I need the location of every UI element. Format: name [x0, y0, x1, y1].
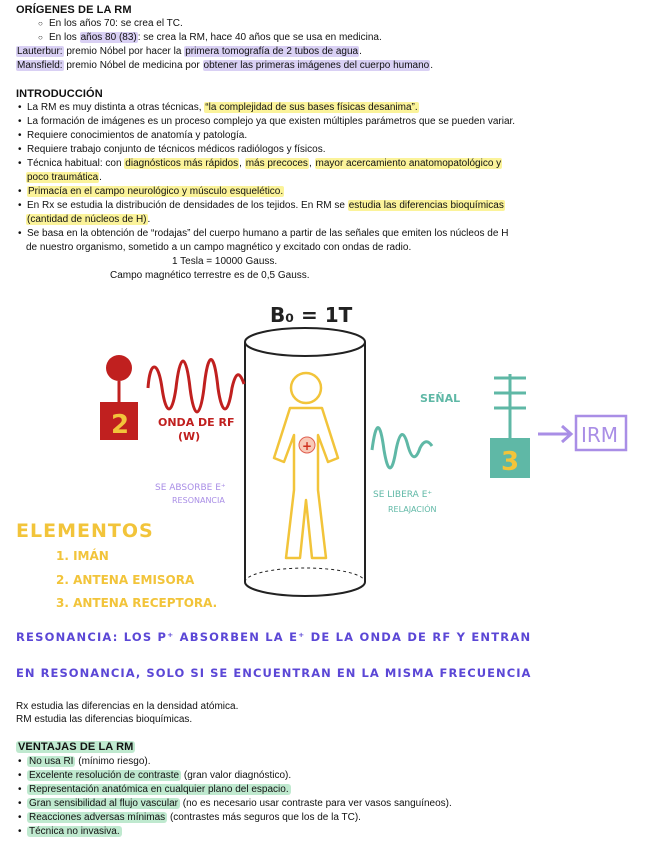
compare-rm: RM estudia las diferencias bioquímicas.	[16, 714, 193, 725]
origenes-line-3: Lauterbur: premio Nóbel por hacer la primera tomografía de 2 tubos de agua.	[17, 46, 362, 57]
proton-plus: +	[302, 439, 313, 453]
signal-wave-icon	[372, 428, 432, 469]
origenes-line-4: Mansfield: premio Nóbel de medicina por obtener las primeras imágenes del cuerpo humano.	[17, 60, 434, 71]
patient-figure	[274, 373, 338, 558]
intro-bullet-5: • Técnica habitual: con diagnósticos más rápidos, más precoces, mayor acercamiento anatomopatológico y	[18, 157, 502, 170]
intro-bullet-3: • Requiere conocimientos de anatomía y patología.	[18, 129, 247, 142]
intro-bullet-8-cont: de nuestro organismo, sometido a un campo magnético y excitado con ondas de radio.	[26, 242, 412, 253]
irm-label: IRM	[581, 423, 619, 447]
relaxation-label: RELAJACIÓN	[388, 505, 437, 514]
element-number-2: 2	[111, 410, 130, 440]
section-title-ventajas: VENTAJAS DE LA RM	[18, 741, 134, 753]
origenes-line-2: ○ En los años 80 (83): se crea la RM, hace 40 años que se usa en medicina.	[38, 31, 382, 44]
absorbs-label: SE ABSORBE E⁺	[155, 483, 226, 493]
compare-rx: Rx estudia las diferencias en la densidad atómica.	[16, 701, 239, 712]
magnet-cylinder	[245, 328, 365, 596]
intro-bullet-1: • La RM es muy distinta a otras técnicas, “la complejidad de sus bases físicas desanima”.	[18, 101, 419, 114]
origenes-line-1: ○ En los años 70: se crea el TC.	[38, 17, 183, 30]
arrow-right-icon	[538, 426, 571, 442]
resonancia-line-2: EN RESONANCIA, SOLO SI SE ENCUENTRAN EN LA MISMA FRECUENCIA	[16, 666, 532, 680]
ventaja-3: • Representación anatómica en cualquier plano del espacio.	[18, 783, 291, 796]
ventaja-1: • No usa RI (mínimo riesgo).	[18, 755, 150, 768]
section-title-origenes: ORÍGENES DE LA RM	[16, 4, 132, 16]
elementos-title: ELEMENTOS	[16, 520, 154, 542]
section-title-introduccion: INTRODUCCIÓN	[16, 88, 103, 100]
intro-bullet-2: • La formación de imágenes es un proceso complejo ya que existen múltiples parámetros que se pueden variar.	[18, 115, 515, 128]
resonancia-line-1: RESONANCIA: LOS P⁺ ABSORBEN LA E⁺ DE LA ONDA DE RF Y ENTRAN	[16, 630, 532, 644]
rf-wave-unit: (W)	[178, 430, 201, 443]
signal-label: SEÑAL	[420, 392, 461, 405]
intro-bullet-8: • Se basa en la obtención de “rodajas” del cuerpo humano a partir de las señales que emiten los núcleos de H	[18, 227, 508, 240]
intro-bullet-7: • En Rx se estudia la distribución de densidades de los tejidos. En RM se estudia las diferencias bioquímicas	[18, 199, 505, 212]
rf-wave-label: ONDA DE RF	[158, 416, 235, 429]
intro-bullet-7-cont: (cantidad de núcleos de H).	[27, 214, 151, 225]
element-number-3: 3	[501, 447, 520, 477]
elemento-1: 1. IMÁN	[56, 549, 109, 563]
intro-bullet-4: • Requiere trabajo conjunto de técnicos médicos radiólogos y físicos.	[18, 143, 326, 156]
ventaja-5: • Reacciones adversas mínimas (contrastes más seguros que los de la TC).	[18, 811, 361, 824]
ventaja-4: • Gran sensibilidad al flujo vascular (no es necesario usar contraste para ver vasos sanguíneos).	[18, 797, 452, 810]
intro-bullet-5-cont: poco traumática.	[27, 172, 102, 183]
campo-line: Campo magnético terrestre es de 0,5 Gauss.	[110, 270, 310, 281]
ventaja-6: • Técnica no invasiva.	[18, 825, 122, 838]
releases-label: SE LIBERA E⁺	[373, 490, 433, 500]
intro-bullet-6: • Primacía en el campo neurológico y músculo esquelético.	[18, 185, 284, 198]
tesla-line: 1 Tesla = 10000 Gauss.	[172, 256, 278, 267]
resonance-label: RESONANCIA	[172, 496, 225, 505]
rf-wave-icon	[148, 360, 244, 413]
elemento-2: 2. ANTENA EMISORA	[56, 573, 195, 587]
ventaja-2: • Excelente resolución de contraste (gran valor diagnóstico).	[18, 769, 291, 782]
b0-label: B₀ = 1T	[270, 303, 353, 327]
elemento-3: 3. ANTENA RECEPTORA.	[56, 596, 218, 610]
